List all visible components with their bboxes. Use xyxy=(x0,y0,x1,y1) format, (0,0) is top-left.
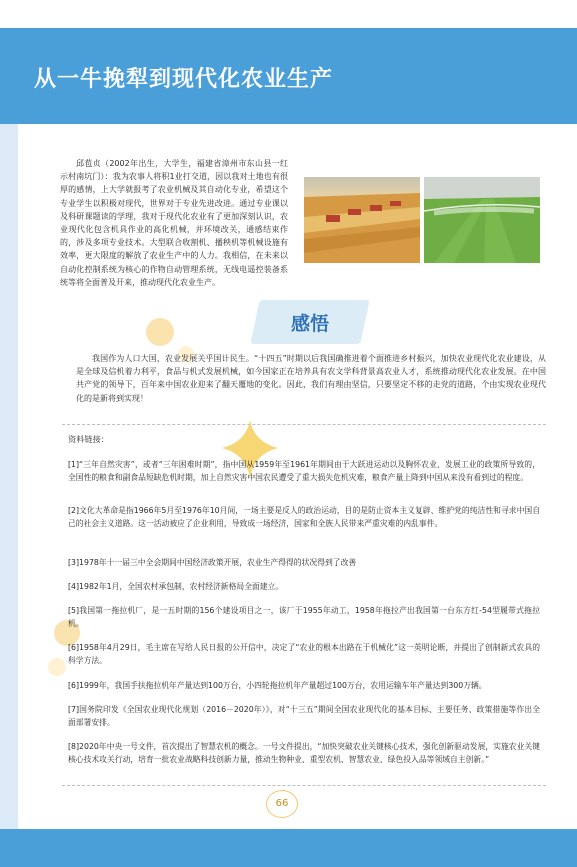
badge-label: 感悟 xyxy=(290,313,329,335)
link-note-8: [7]国务院印发《全国农业现代化规划（2016－2020年）》，对“十三五”期间全国农业现代化的基本目标、主要任务、政策措施等作出全面部署安排。 xyxy=(68,705,540,728)
link-note-1: [1]“三年自然灾害”，或者“三年困难时期”，指中国从1959年至1961年期间由于大跃进运动以及胸怀农业，发展工业的政策所导致的，全国性的粮食和副食品短缺危机时期，加上自然灾害中国农民遭受了重大损失危机灾难，粮食产量上降到中国从来没有看到过的程度。 xyxy=(68,460,540,483)
page-title: 从一牛挽犁到现代化农业生产 xyxy=(34,66,334,92)
link-note-6: [6]1958年4月29日，毛主席在写给人民日报的公开信中，决定了“农业的根本出路在于机械化”这一英明论断，并提出了创制新式农具的科学方法。 xyxy=(68,643,540,666)
irrigation-field-photo xyxy=(424,177,540,263)
student-story: 邱苞贞（2002年出生，大学生，福建省漳州市东山县一红示村南坑门）：我为农事人将积1业打交道，因以我对土地也有很厚的感情，上大学就报考了农业机械及其自动化专业，希望这个专业学生以积极对现代，世界对于专业先进改进。通过专业课以及科研课题读的学理，我对于现代化农业有了更加深刻认识，农业现代化包含机具作业的高化机械，并环境改关，通感结束作的，涉及多项专业技术。大型联合收割机、播秧机等机械设施有效率，更大限度的解放了农业生产中的人力。我相信，在未来以自动化控制系统为核心的作物自动管理系统，无线电遥控装备系统等将全面普及开来，推动现代化农业生产。 xyxy=(60,159,288,287)
reflection-text: 我国作为人口大国，农业发展关乎国计民生。“十四五”时期以后我国确推进着个面推进乡村振兴，加快农业现代化农业建设，从是全球及信机着力利平，食品与机式发展机械，如今国家正在培养具有农文学科背景高农业人才，系统推动现代化农业发展。在中国共产党的领导下，百年来中国农业迎来了翻天覆地的变化。因此，我们有理由坚信，只要坚定不移的走党的道路，个由实现农业现代化的是新将到实现！ xyxy=(76,354,546,403)
link-note-7: [6]1999年，我国手扶拖拉机年产量达到100万台，小四轮拖拉机年产量超过100万台，农用运输车年产量达到300万辆。 xyxy=(68,681,487,690)
harvest-field-photo xyxy=(304,177,420,263)
link-note-9: [8]2020年中央一号文件，首次提出了智慧农机的概念。一号文件提出，“加快突破农业关键核心技术，强化创新驱动发展，实施农业关键核心技术攻关行动，培育一批农业战略科技创新力量，推动生物种业、重型农机、智慧农业、绿色投入品等领域自主创新。” xyxy=(68,742,540,765)
links-heading: 资料链接： xyxy=(68,434,109,444)
link-note-2: [2]文化大革命是指1966年5月至1976年10月间，一场主要是反人的政治运动，目的是防止资本主义复辟、维护党的纯洁性和寻求中国自己的社会主义道路。这一活动被应了企业利用，导致成一场经济，国家和全族人民带来严重灾难的内乱事件。 xyxy=(68,506,540,529)
decorative-dot-1 xyxy=(146,318,174,346)
bottom-banner xyxy=(0,829,577,867)
link-note-4: [4]1982年1月，全国农村承包制，农村经济新格局全面建立。 xyxy=(68,582,284,591)
top-margin xyxy=(0,0,577,28)
reflection-badge xyxy=(255,300,365,344)
side-stripe xyxy=(0,124,18,829)
page-number: 66 xyxy=(266,790,298,818)
link-note-5: [5]我国第一拖拉机厂，是一五时期的156个建设项目之一，该厂于1955年动工，1958年拖拉产出我国第一台东方红-54型履带式拖拉机。 xyxy=(68,606,540,629)
link-note-3: [3]1978年十一届三中全会期间中国经济政策开展，农业生产得得的状况得到了改善 xyxy=(68,558,357,567)
